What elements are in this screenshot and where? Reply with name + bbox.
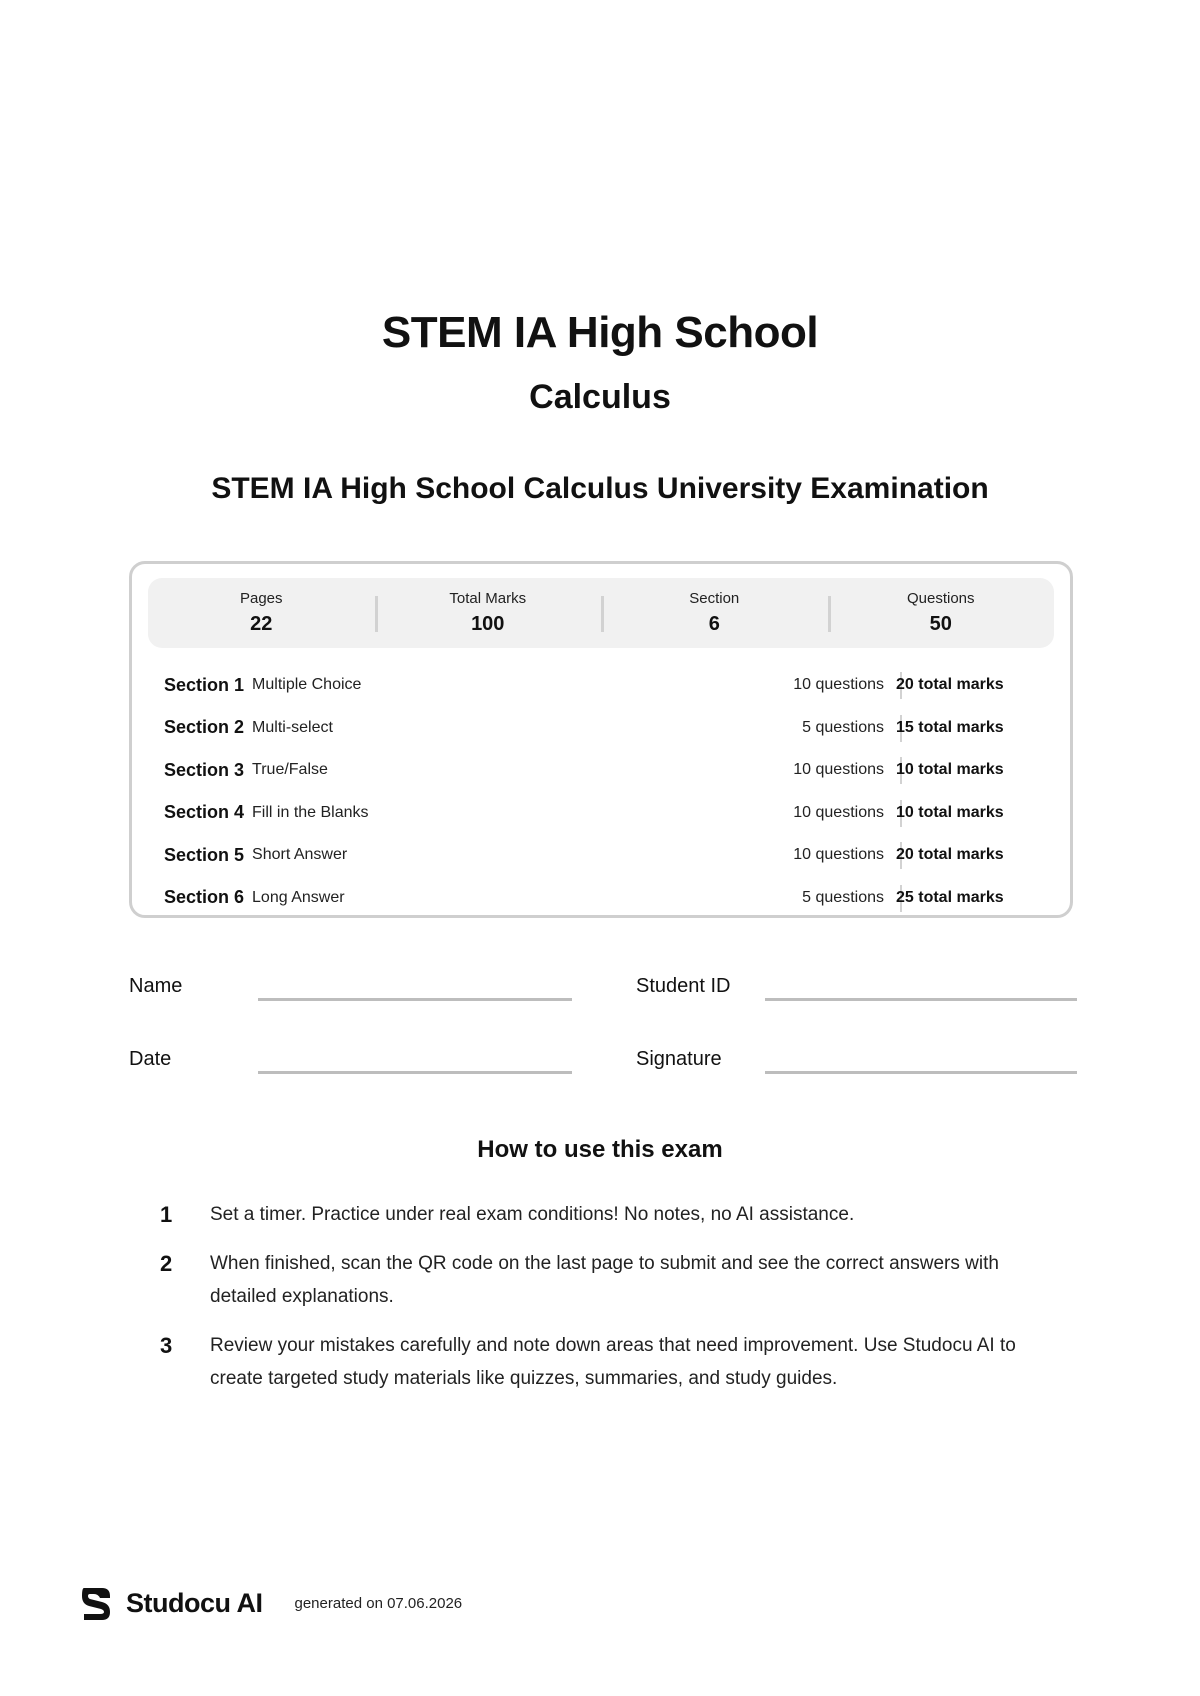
step-number: 3 [160,1333,173,1358]
section-type: Multi-select [252,718,333,736]
exam-title: STEM IA High School Calculus University Examination [211,472,989,505]
signature-label: Signature [636,1048,722,1070]
stat-sections [601,578,828,648]
section-list [164,664,1044,919]
stat-label: Section [689,590,740,607]
instructions-list [160,1198,1060,1411]
exam-summary-box [129,561,1073,918]
section-question-count: 5 questions [802,888,884,906]
stat-value: 50 [929,613,952,635]
section-row [164,707,1044,750]
section-label: Section 6 [164,887,245,908]
stat-total-marks [375,578,602,648]
signature-input-line[interactable] [765,1071,1077,1074]
section-row [164,749,1044,792]
section-marks: 15 total marks [896,718,1004,736]
instruction-step [160,1329,1060,1395]
step-number: 1 [160,1202,173,1227]
instruction-step [160,1198,1060,1231]
subject-title: Calculus [529,378,671,416]
brand-name: Studocu AI [126,1587,263,1618]
student-id-input-line[interactable] [765,998,1077,1001]
section-row [164,834,1044,877]
section-label: Section 1 [164,674,245,695]
section-row [164,792,1044,835]
date-label: Date [129,1048,172,1070]
section-row [164,877,1044,920]
stat-label: Total Marks [449,590,527,607]
section-type: Fill in the Blanks [252,803,369,821]
section-question-count: 10 questions [793,761,884,779]
section-type: Multiple Choice [252,676,362,694]
step-text: Review your mistakes carefully and note down areas that need improvement. Use Studocu AI to create targeted study materials like quizzes, summaries, and study guides. [210,1335,1016,1389]
stat-value: 6 [708,613,720,635]
instruction-step [160,1247,1060,1313]
name-input-line[interactable] [258,998,572,1001]
stat-value: 100 [471,613,505,635]
school-title: STEM IA High School [381,308,819,357]
step-text: When finished, scan the QR code on the last page to submit and see the correct answers with detailed explanations. [210,1253,999,1307]
generated-date: generated on 07.06.2026 [294,1594,463,1612]
section-marks: 20 total marks [896,676,1004,694]
step-text: Set a timer. Practice under real exam conditions! No notes, no AI assistance. [210,1204,855,1225]
instructions-title: How to use this exam [477,1136,723,1163]
section-type: Short Answer [252,846,348,864]
student-id-label: Student ID [636,975,731,997]
stat-label: Questions [906,590,975,607]
section-question-count: 10 questions [793,846,884,864]
footer [78,1584,462,1622]
section-label: Section 5 [164,844,245,865]
section-type: True/False [252,761,328,779]
stat-label: Pages [239,590,283,607]
stat-value: 22 [250,613,273,635]
name-label: Name [129,975,183,997]
section-type: Long Answer [252,888,345,906]
date-input-line[interactable] [258,1071,572,1074]
section-question-count: 10 questions [793,803,884,821]
section-question-count: 10 questions [793,676,884,694]
section-label: Section 3 [164,759,245,780]
section-marks: 25 total marks [896,888,1004,906]
section-row [164,664,1044,707]
stat-pages [148,578,375,648]
section-label: Section 4 [164,802,245,823]
section-marks: 20 total marks [896,846,1004,864]
section-label: Section 2 [164,717,245,738]
studocu-logo-icon [78,1584,114,1622]
section-marks: 10 total marks [896,761,1004,779]
step-number: 2 [160,1251,173,1276]
section-question-count: 5 questions [802,718,884,736]
stat-questions [828,578,1055,648]
stats-bar [148,578,1054,648]
section-marks: 10 total marks [896,803,1004,821]
